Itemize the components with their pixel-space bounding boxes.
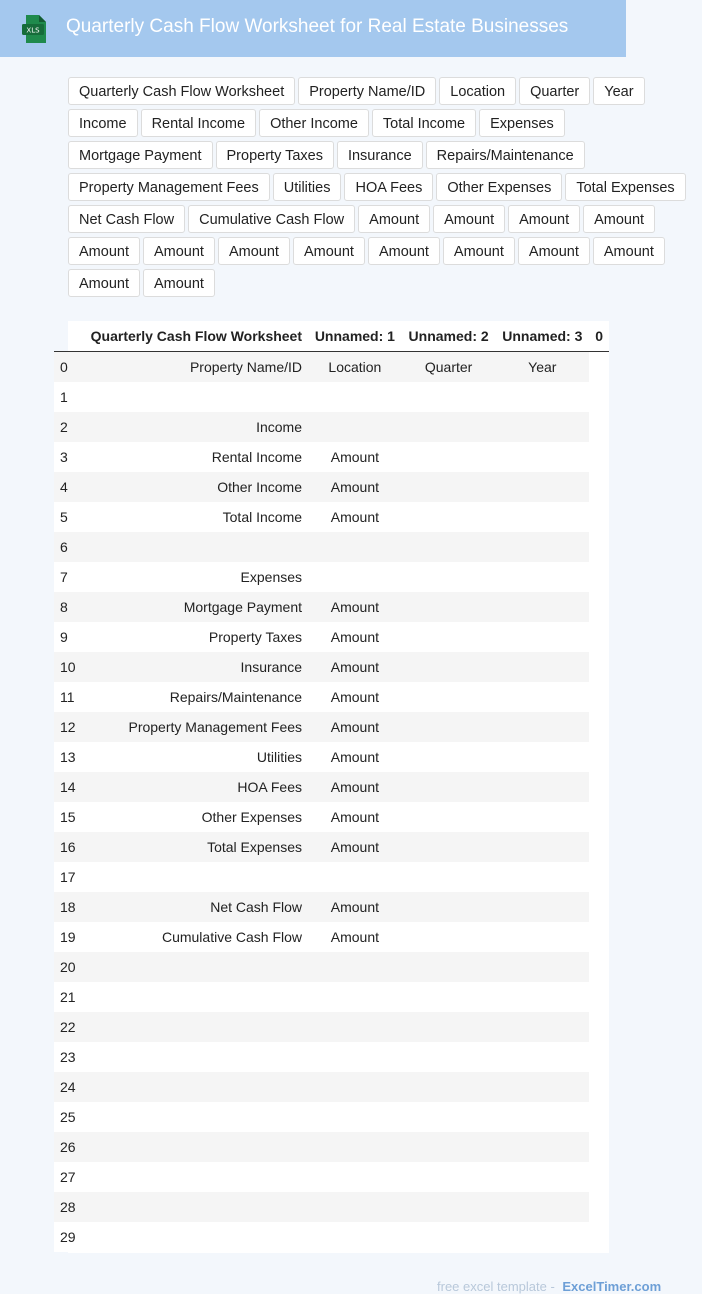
header-bar bbox=[0, 0, 626, 57]
column-tag[interactable]: Amount bbox=[583, 205, 655, 233]
table-row bbox=[54, 412, 609, 442]
table-cell bbox=[495, 892, 589, 922]
footer-credit bbox=[437, 1279, 661, 1294]
column-tag[interactable]: Amount bbox=[518, 237, 590, 265]
row-index-cell: 10 bbox=[54, 652, 76, 682]
table-cell bbox=[402, 1162, 496, 1192]
table-cell: Amount bbox=[308, 682, 402, 712]
column-tag[interactable]: Other Expenses bbox=[436, 173, 562, 201]
column-tag[interactable]: Amount bbox=[443, 237, 515, 265]
column-header: Unnamed: 1 bbox=[308, 321, 402, 352]
table-cell bbox=[402, 1012, 496, 1042]
table-cell bbox=[495, 922, 589, 952]
table-cell: Location bbox=[308, 352, 402, 383]
table-cell: Net Cash Flow bbox=[76, 892, 308, 922]
column-header: Quarterly Cash Flow Worksheet bbox=[76, 321, 308, 352]
table-body bbox=[54, 352, 609, 1253]
row-index-cell: 2 bbox=[54, 412, 76, 442]
table-row bbox=[54, 982, 609, 1012]
table-cell bbox=[402, 682, 496, 712]
row-index-cell: 18 bbox=[54, 892, 76, 922]
row-index-cell: 6 bbox=[54, 532, 76, 562]
row-index-cell: 13 bbox=[54, 742, 76, 772]
table-cell bbox=[495, 712, 589, 742]
table-cell bbox=[402, 382, 496, 412]
table-cell bbox=[308, 1012, 402, 1042]
column-tag[interactable]: Total Expenses bbox=[565, 173, 685, 201]
table-cell bbox=[402, 892, 496, 922]
table-cell: Amount bbox=[308, 832, 402, 862]
column-tag[interactable]: Property Taxes bbox=[216, 141, 334, 169]
table-row bbox=[54, 1132, 609, 1162]
column-tag[interactable]: Amount bbox=[593, 237, 665, 265]
table-cell bbox=[495, 382, 589, 412]
column-tag[interactable]: Mortgage Payment bbox=[68, 141, 213, 169]
row-index-cell: 29 bbox=[54, 1222, 76, 1252]
footer-brand-link[interactable]: ExcelTimer.com bbox=[562, 1279, 662, 1294]
table-cell bbox=[402, 982, 496, 1012]
table-cell bbox=[402, 532, 496, 562]
table-cell bbox=[495, 502, 589, 532]
table-cell: Rental Income bbox=[76, 442, 308, 472]
column-tag[interactable]: Expenses bbox=[479, 109, 565, 137]
column-tag[interactable]: Amount bbox=[358, 205, 430, 233]
row-index-cell: 26 bbox=[54, 1132, 76, 1162]
row-index-cell: 0 bbox=[54, 352, 76, 383]
footer-text: free excel template - bbox=[437, 1279, 559, 1294]
table-cell: Total Expenses bbox=[76, 832, 308, 862]
table-cell: Property Taxes bbox=[76, 622, 308, 652]
table-cell: Amount bbox=[308, 772, 402, 802]
row-index-cell: 3 bbox=[54, 442, 76, 472]
column-header: Unnamed: 2 bbox=[402, 321, 496, 352]
column-tag[interactable]: Amount bbox=[293, 237, 365, 265]
table-cell bbox=[495, 1012, 589, 1042]
table-cell bbox=[308, 1102, 402, 1132]
table-row bbox=[54, 772, 609, 802]
column-tag[interactable]: Other Income bbox=[259, 109, 369, 137]
row-index-cell: 27 bbox=[54, 1162, 76, 1192]
row-index-cell: 1 bbox=[54, 382, 76, 412]
table-row bbox=[54, 862, 609, 892]
table-cell bbox=[495, 742, 589, 772]
table-cell bbox=[308, 1222, 402, 1252]
row-index-cell: 9 bbox=[54, 622, 76, 652]
table-row bbox=[54, 1192, 609, 1222]
row-index-cell: 17 bbox=[54, 862, 76, 892]
table-cell bbox=[495, 562, 589, 592]
table-row bbox=[54, 922, 609, 952]
table-row bbox=[54, 622, 609, 652]
table-cell: Amount bbox=[308, 652, 402, 682]
table-cell bbox=[495, 982, 589, 1012]
row-index-cell: 5 bbox=[54, 502, 76, 532]
column-tag[interactable]: Location bbox=[439, 77, 516, 105]
table-cell: Other Expenses bbox=[76, 802, 308, 832]
column-tag[interactable]: Amount bbox=[68, 237, 140, 265]
column-tag[interactable]: Total Income bbox=[372, 109, 476, 137]
table-cell: Other Income bbox=[76, 472, 308, 502]
row-index-cell: 8 bbox=[54, 592, 76, 622]
table-cell bbox=[308, 952, 402, 982]
table-cell bbox=[308, 1162, 402, 1192]
row-index-cell: 4 bbox=[54, 472, 76, 502]
column-tag[interactable]: Quarter bbox=[519, 77, 590, 105]
column-header: 0 bbox=[589, 321, 609, 352]
column-tag[interactable]: Quarterly Cash Flow Worksheet bbox=[68, 77, 295, 105]
column-tag[interactable]: Rental Income bbox=[141, 109, 257, 137]
table-cell bbox=[76, 1192, 308, 1222]
row-index-cell: 11 bbox=[54, 682, 76, 712]
row-index-cell: 21 bbox=[54, 982, 76, 1012]
table-cell bbox=[308, 982, 402, 1012]
column-tag[interactable]: Insurance bbox=[337, 141, 423, 169]
table-cell bbox=[495, 682, 589, 712]
table-cell bbox=[495, 1132, 589, 1162]
table-cell bbox=[495, 622, 589, 652]
row-index-cell: 7 bbox=[54, 562, 76, 592]
column-tag[interactable]: Net Cash Flow bbox=[68, 205, 185, 233]
table-cell bbox=[76, 532, 308, 562]
table-cell bbox=[308, 382, 402, 412]
table-row bbox=[54, 952, 609, 982]
table-cell bbox=[495, 472, 589, 502]
table-row bbox=[54, 742, 609, 772]
table-cell bbox=[495, 1222, 589, 1252]
table-cell bbox=[495, 862, 589, 892]
table-cell bbox=[76, 382, 308, 412]
column-tag-list bbox=[68, 77, 698, 301]
table-cell: Amount bbox=[308, 712, 402, 742]
column-tag[interactable]: Cumulative Cash Flow bbox=[188, 205, 355, 233]
table-row bbox=[54, 1162, 609, 1192]
table-cell: Quarter bbox=[402, 352, 496, 383]
xls-file-icon bbox=[20, 14, 50, 44]
data-table bbox=[54, 321, 609, 1252]
table-cell bbox=[402, 502, 496, 532]
column-tag[interactable]: Amount bbox=[218, 237, 290, 265]
table-cell: Income bbox=[76, 412, 308, 442]
column-tag[interactable]: Repairs/Maintenance bbox=[426, 141, 585, 169]
row-index-cell: 24 bbox=[54, 1072, 76, 1102]
table-cell bbox=[402, 1072, 496, 1102]
table-cell: Property Management Fees bbox=[76, 712, 308, 742]
row-index-cell: 16 bbox=[54, 832, 76, 862]
table-cell bbox=[495, 802, 589, 832]
table-cell bbox=[402, 1132, 496, 1162]
column-tag[interactable]: Utilities bbox=[273, 173, 342, 201]
table-cell: Amount bbox=[308, 892, 402, 922]
table-cell bbox=[495, 1162, 589, 1192]
table-row bbox=[54, 1102, 609, 1132]
table-cell bbox=[402, 652, 496, 682]
column-header: Unnamed: 3 bbox=[495, 321, 589, 352]
table-cell: Expenses bbox=[76, 562, 308, 592]
column-tag[interactable]: Amount bbox=[508, 205, 580, 233]
table-cell bbox=[308, 1132, 402, 1162]
table-row bbox=[54, 472, 609, 502]
table-row bbox=[54, 1012, 609, 1042]
table-row bbox=[54, 892, 609, 922]
row-index-cell: 22 bbox=[54, 1012, 76, 1042]
table-cell bbox=[308, 1042, 402, 1072]
table-cell bbox=[402, 1102, 496, 1132]
table-cell bbox=[495, 1102, 589, 1132]
table-row bbox=[54, 652, 609, 682]
column-tag[interactable]: Amount bbox=[143, 237, 215, 265]
column-tag[interactable]: Income bbox=[68, 109, 138, 137]
table-row bbox=[54, 502, 609, 532]
row-index-cell: 15 bbox=[54, 802, 76, 832]
table-cell bbox=[402, 622, 496, 652]
row-index-cell: 12 bbox=[54, 712, 76, 742]
table-cell: Utilities bbox=[76, 742, 308, 772]
table-cell bbox=[76, 1162, 308, 1192]
column-tag[interactable]: Amount bbox=[433, 205, 505, 233]
table-cell: Amount bbox=[308, 622, 402, 652]
table-cell bbox=[402, 1192, 496, 1222]
column-tag[interactable]: HOA Fees bbox=[344, 173, 433, 201]
table-cell bbox=[76, 952, 308, 982]
xls-icon-label: XLS bbox=[26, 26, 40, 35]
table-cell bbox=[402, 442, 496, 472]
table-cell: Property Name/ID bbox=[76, 352, 308, 383]
table-cell bbox=[402, 832, 496, 862]
table-cell: Amount bbox=[308, 472, 402, 502]
table-cell bbox=[308, 1192, 402, 1222]
table-cell bbox=[495, 412, 589, 442]
table-row bbox=[54, 1072, 609, 1102]
table-cell: Total Income bbox=[76, 502, 308, 532]
table-row bbox=[54, 442, 609, 472]
table-cell: Amount bbox=[308, 922, 402, 952]
table-cell bbox=[76, 862, 308, 892]
table-cell bbox=[495, 952, 589, 982]
table-cell: Year bbox=[495, 352, 589, 383]
table-cell bbox=[308, 532, 402, 562]
table-cell bbox=[402, 592, 496, 622]
column-tag[interactable]: Year bbox=[593, 77, 644, 105]
table-row bbox=[54, 532, 609, 562]
table-cell bbox=[308, 862, 402, 892]
table-cell: Amount bbox=[308, 502, 402, 532]
column-tag[interactable]: Amount bbox=[368, 237, 440, 265]
table-cell bbox=[402, 412, 496, 442]
table-cell bbox=[402, 802, 496, 832]
table-cell: Repairs/Maintenance bbox=[76, 682, 308, 712]
table-cell: Mortgage Payment bbox=[76, 592, 308, 622]
table-cell: Amount bbox=[308, 592, 402, 622]
column-tag[interactable]: Property Management Fees bbox=[68, 173, 270, 201]
table-cell bbox=[76, 1072, 308, 1102]
table-cell bbox=[402, 1222, 496, 1252]
column-tag[interactable]: Amount bbox=[68, 269, 140, 297]
table-cell bbox=[495, 1192, 589, 1222]
table-cell bbox=[402, 862, 496, 892]
row-index-cell: 25 bbox=[54, 1102, 76, 1132]
column-header bbox=[54, 321, 76, 352]
table-row bbox=[54, 832, 609, 862]
table-row bbox=[54, 802, 609, 832]
table-row bbox=[54, 382, 609, 412]
table-cell bbox=[76, 1222, 308, 1252]
table-row bbox=[54, 712, 609, 742]
table-cell bbox=[76, 1102, 308, 1132]
table-header-row bbox=[54, 321, 609, 352]
table-cell: Amount bbox=[308, 802, 402, 832]
table-cell bbox=[76, 1132, 308, 1162]
table-cell bbox=[495, 532, 589, 562]
row-index-cell: 23 bbox=[54, 1042, 76, 1072]
table-cell bbox=[402, 472, 496, 502]
table-cell bbox=[495, 652, 589, 682]
row-index-cell: 20 bbox=[54, 952, 76, 982]
page-title: Quarterly Cash Flow Worksheet for Real Estate Businesses bbox=[66, 16, 569, 37]
table-cell bbox=[308, 562, 402, 592]
table-cell bbox=[495, 442, 589, 472]
table-row bbox=[54, 592, 609, 622]
table-cell: Amount bbox=[308, 442, 402, 472]
table-row bbox=[54, 352, 609, 383]
table-row bbox=[54, 1222, 609, 1252]
table-cell bbox=[495, 592, 589, 622]
row-index-cell: 14 bbox=[54, 772, 76, 802]
row-index-cell: 19 bbox=[54, 922, 76, 952]
row-index-cell: 28 bbox=[54, 1192, 76, 1222]
table-cell bbox=[402, 562, 496, 592]
table-row bbox=[54, 562, 609, 592]
table-cell bbox=[495, 1042, 589, 1072]
table-cell bbox=[402, 1042, 496, 1072]
table-cell bbox=[402, 712, 496, 742]
table-cell bbox=[308, 412, 402, 442]
table-cell bbox=[495, 832, 589, 862]
table-cell bbox=[76, 1042, 308, 1072]
table-cell bbox=[402, 772, 496, 802]
table-cell: Amount bbox=[308, 742, 402, 772]
table-row bbox=[54, 1042, 609, 1072]
table-cell: Cumulative Cash Flow bbox=[76, 922, 308, 952]
table-cell bbox=[402, 952, 496, 982]
table-cell bbox=[308, 1072, 402, 1102]
table-cell bbox=[495, 772, 589, 802]
table-cell bbox=[495, 1072, 589, 1102]
table-cell: Insurance bbox=[76, 652, 308, 682]
table-cell bbox=[76, 982, 308, 1012]
column-tag[interactable]: Property Name/ID bbox=[298, 77, 436, 105]
table-cell bbox=[402, 742, 496, 772]
spreadsheet-preview bbox=[60, 321, 609, 1253]
table-cell bbox=[402, 922, 496, 952]
table-cell: HOA Fees bbox=[76, 772, 308, 802]
table-row bbox=[54, 682, 609, 712]
table-cell bbox=[76, 1012, 308, 1042]
column-tag[interactable]: Amount bbox=[143, 269, 215, 297]
